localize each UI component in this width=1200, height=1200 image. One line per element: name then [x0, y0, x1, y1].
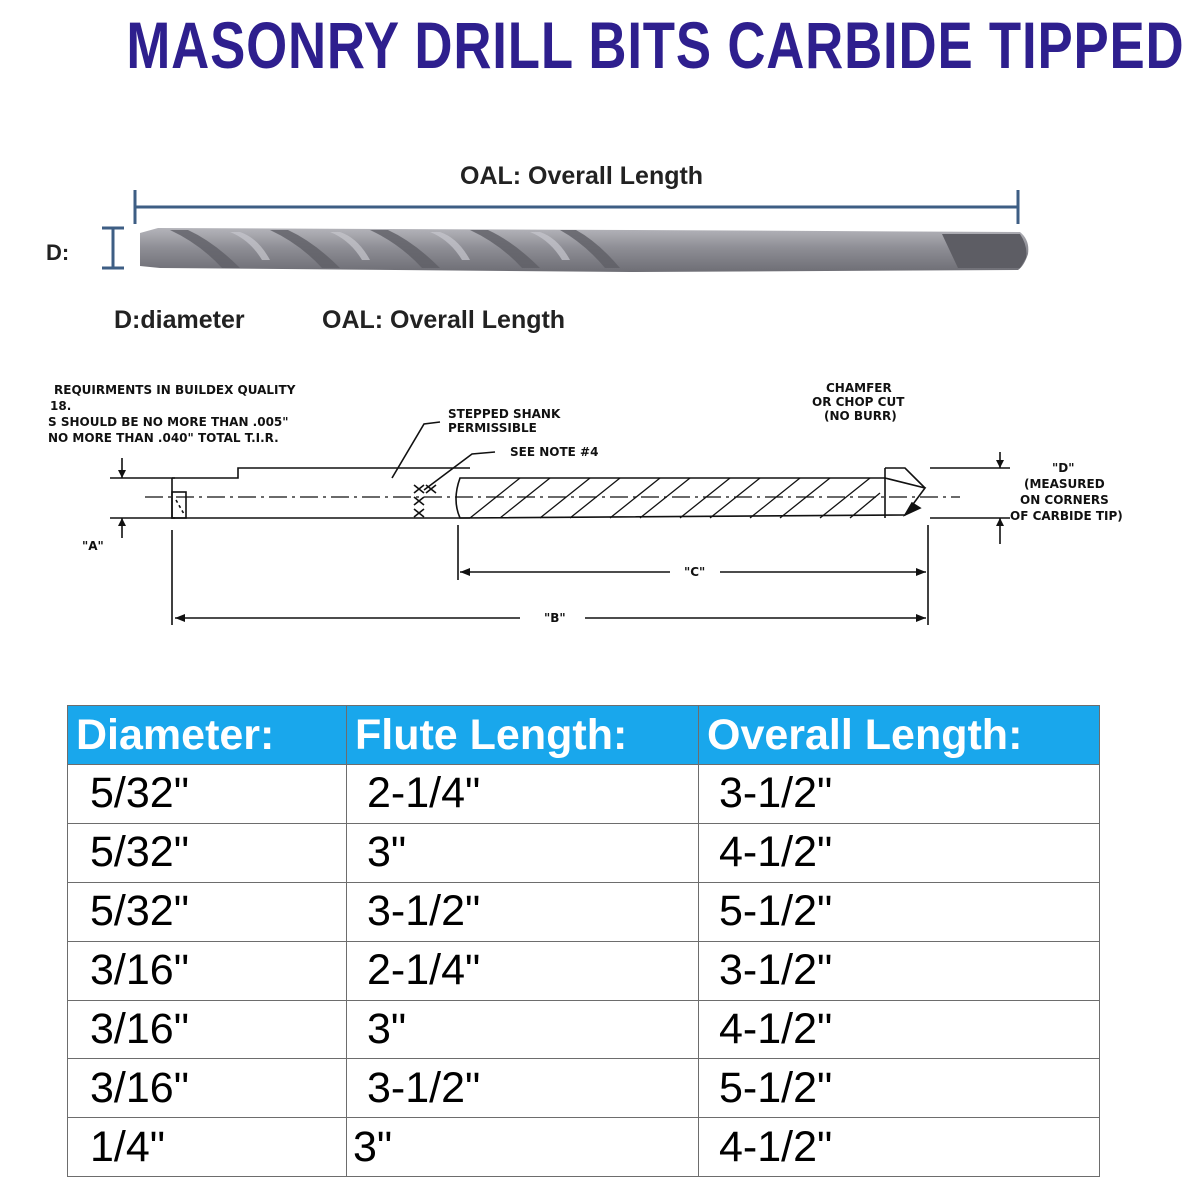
- cell-flute-length: 3": [347, 823, 699, 882]
- header-flute-length: Flute Length:: [347, 706, 699, 765]
- diameter-caption: D:diameter: [114, 306, 245, 334]
- drawing-req-line2: 18.: [50, 399, 72, 413]
- cell-overall-length: 5-1/2": [699, 882, 1100, 941]
- cell-flute-length: 2-1/4": [347, 765, 699, 824]
- table-row: [68, 765, 1100, 824]
- d-dimension-label-1: "D": [1052, 461, 1075, 475]
- table-row: [68, 823, 1100, 882]
- cell-flute-length: 3": [347, 1000, 699, 1059]
- d-dimension-label-2: (MEASURED: [1024, 477, 1105, 491]
- cell-flute-length: 2-1/4": [347, 941, 699, 1000]
- cell-flute-length: 3-1/2": [347, 882, 699, 941]
- stepped-shank-label-2: PERMISSIBLE: [448, 421, 537, 435]
- oal-dimension-line: [135, 190, 1018, 224]
- cell-diameter: 5/32": [68, 882, 347, 941]
- chamfer-label-2: OR CHOP CUT: [812, 395, 905, 409]
- d-dimension-label-3: ON CORNERS: [1020, 493, 1109, 507]
- table-row: [68, 1000, 1100, 1059]
- header-overall-length: Overall Length:: [699, 706, 1100, 765]
- table-row: [68, 1118, 1100, 1177]
- drawing-req-line4: NO MORE THAN .040" TOTAL T.I.R.: [48, 431, 279, 445]
- drawing-req-line1: REQUIRMENTS IN BUILDEX QUALITY: [54, 383, 296, 397]
- cell-flute-length: 3-1/2": [347, 1059, 699, 1118]
- cell-flute-length: 3": [347, 1118, 699, 1177]
- header-diameter: Diameter:: [68, 706, 347, 765]
- spec-table: [67, 705, 1100, 1177]
- cell-diameter: 5/32": [68, 823, 347, 882]
- cell-diameter: 3/16": [68, 1059, 347, 1118]
- cell-overall-length: 4-1/2": [699, 1118, 1100, 1177]
- technical-drawing: [0, 360, 1200, 660]
- see-note-label: SEE NOTE #4: [510, 445, 599, 459]
- diameter-dimension-bracket: [102, 228, 124, 268]
- oal-label-top: OAL: Overall Length: [460, 162, 704, 190]
- cell-overall-length: 5-1/2": [699, 1059, 1100, 1118]
- c-dimension-label: "C": [684, 565, 706, 579]
- cell-overall-length: 4-1/2": [699, 823, 1100, 882]
- cell-overall-length: 3-1/2": [699, 941, 1100, 1000]
- stepped-shank-label-1: STEPPED SHANK: [448, 407, 561, 421]
- cell-diameter: 5/32": [68, 765, 347, 824]
- drawing-req-line3: S SHOULD BE NO MORE THAN .005": [48, 415, 289, 429]
- cell-diameter: 3/16": [68, 941, 347, 1000]
- cell-overall-length: 3-1/2": [699, 765, 1100, 824]
- cell-diameter: 3/16": [68, 1000, 347, 1059]
- d-dimension-label-4: OF CARBIDE TIP): [1010, 509, 1123, 523]
- page-title: MASONRY DRILL BITS CARBIDE TIPPED: [126, 8, 1185, 82]
- chamfer-label-1: CHAMFER: [826, 381, 892, 395]
- chamfer-label-3: (NO BURR): [824, 409, 897, 423]
- a-dimension-label: "A": [82, 539, 104, 553]
- table-row: [68, 941, 1100, 1000]
- cell-diameter: 1/4": [68, 1118, 347, 1177]
- table-row: [68, 1059, 1100, 1118]
- oal-caption: OAL: Overall Length: [322, 306, 566, 334]
- b-dimension-label: "B": [544, 611, 566, 625]
- table-header-row: [68, 706, 1100, 765]
- table-row: [68, 882, 1100, 941]
- cell-overall-length: 4-1/2": [699, 1000, 1100, 1059]
- drill-bit: [140, 228, 1028, 272]
- diameter-label: D:: [46, 240, 70, 265]
